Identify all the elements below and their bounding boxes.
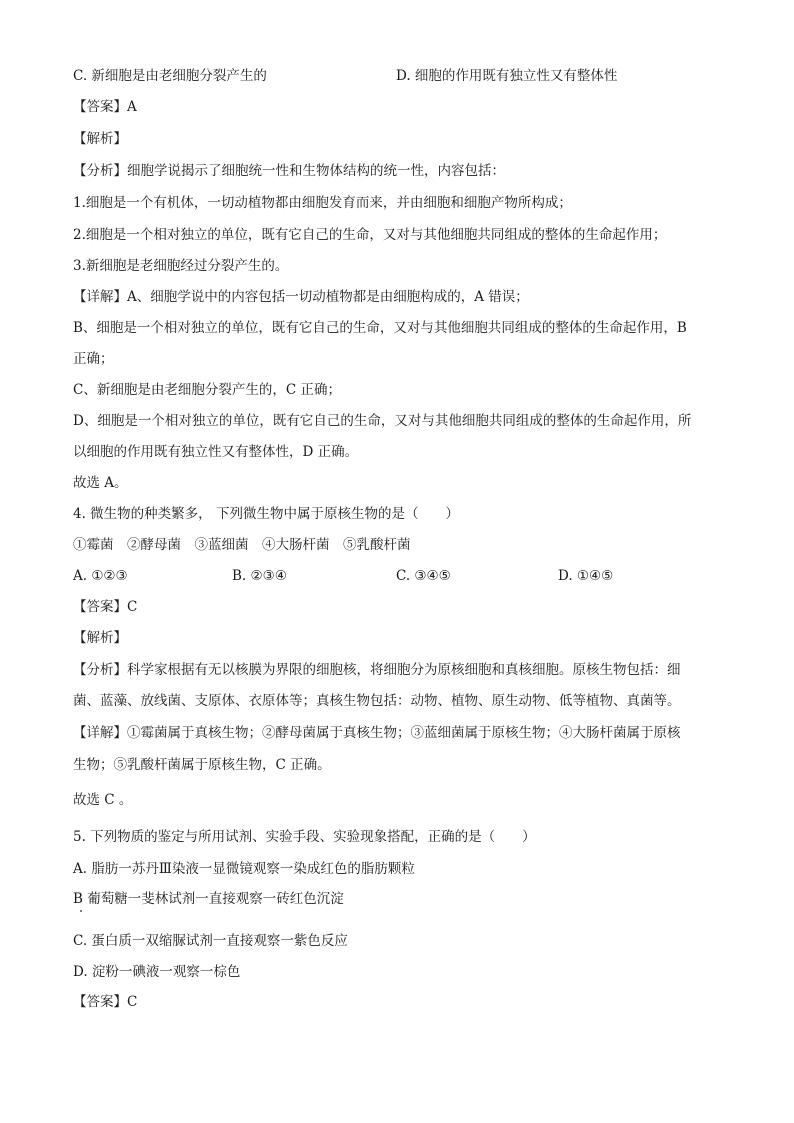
q4-option-b: B. ②③④: [232, 568, 287, 584]
q3-point-2: 2.细胞是一个相对独立的单位，既有它自己的生命，又对与其他细胞共同组成的整体的生命起作用；: [73, 227, 667, 243]
stray-dot-mark: [80, 910, 82, 912]
q5-option-d: D. 淀粉一碘液一观察一棕色: [73, 964, 241, 980]
q3-analysis-title: 【解析】: [73, 131, 127, 147]
q4-option-d: D. ①④⑤: [558, 568, 614, 584]
q4-answer: 【答案】C: [73, 599, 138, 615]
q5-answer: 【答案】C: [73, 994, 138, 1010]
q3-detail-d-line1: D、细胞是一个相对独立的单位，既有它自己的生命，又对与其他细胞共同组成的整体的生命起作用，所: [73, 413, 692, 429]
q3-detail-d-line2: 以细胞的作用既有独立性又有整体性，D 正确。: [73, 444, 359, 460]
q4-option-a: A. ①②③: [73, 568, 128, 584]
q3-detail-a: 【详解】A、细胞学说中的内容包括一切动植物都是由细胞构成的，A 错误；: [73, 289, 529, 305]
q4-conclusion: 故选 C 。: [73, 792, 133, 808]
q3-fenxi: 【分析】细胞学说揭示了细胞统一性和生物体结构的统一性，内容包括：: [73, 163, 505, 179]
q5-option-b: B 葡萄糖一斐林试剂一直接观察一砖红色沉淀: [73, 891, 344, 907]
q3-conclusion: 故选 A。: [73, 475, 128, 491]
q3-detail-b-line1: B、细胞是一个相对独立的单位，既有它自己的生命，又对与其他细胞共同组成的整体的生命起作用，B: [73, 320, 687, 336]
q3-option-d: D. 细胞的作用既有独立性又有整体性: [396, 68, 618, 84]
q5-option-a: A. 脂肪一苏丹Ⅲ染液一显微镜观察一染成红色的脂肪颗粒: [73, 861, 415, 877]
q3-detail-c: C、新细胞是由老细胞分裂产生的，C 正确；: [73, 382, 341, 398]
q3-point-3: 3.新细胞是老细胞经过分裂产生的。: [73, 258, 289, 274]
q4-items: ①霉菌 ②酵母菌 ③蓝细菌 ④大肠杆菌 ⑤乳酸杆菌: [73, 537, 411, 553]
q4-fenxi-line1: 【分析】科学家根据有无以核膜为界限的细胞核，将细胞分为原核细胞和真核细胞。原核生物包括：细: [73, 662, 681, 678]
q3-detail-b-line2: 正确；: [73, 351, 114, 367]
q4-detail-line2: 生物；⑤乳酸杆菌属于原核生物，C 正确。: [73, 757, 331, 773]
q5-stem: 5. 下列物质的鉴定与所用试剂、实验手段、实验现象搭配，正确的是（ ）: [73, 829, 536, 845]
q5-option-c: C. 蛋白质一双缩脲试剂一直接观察一紫色反应: [73, 933, 348, 949]
q4-detail-line1: 【详解】①霉菌属于真核生物；②酵母菌属于真核生物；③蓝细菌属于原核生物；④大肠杆菌属于原核: [73, 725, 681, 741]
q4-analysis-title: 【解析】: [73, 630, 127, 646]
q3-option-c: C. 新细胞是由老细胞分裂产生的: [73, 68, 267, 84]
q4-fenxi-line2: 菌、蓝藻、放线菌、支原体、衣原体等；真核生物包括：动物、植物、原生动物、低等植物、真菌等。: [73, 693, 681, 709]
q3-answer: 【答案】A: [73, 99, 137, 115]
q4-option-c: C. ③④⑤: [396, 568, 451, 584]
q3-point-1: 1.细胞是一个有机体，一切动植物都由细胞发育而来，并由细胞和细胞产物所构成；: [73, 195, 572, 211]
q4-stem: 4. 微生物的种类繁多， 下列微生物中属于原核生物的是（ ）: [73, 506, 459, 522]
